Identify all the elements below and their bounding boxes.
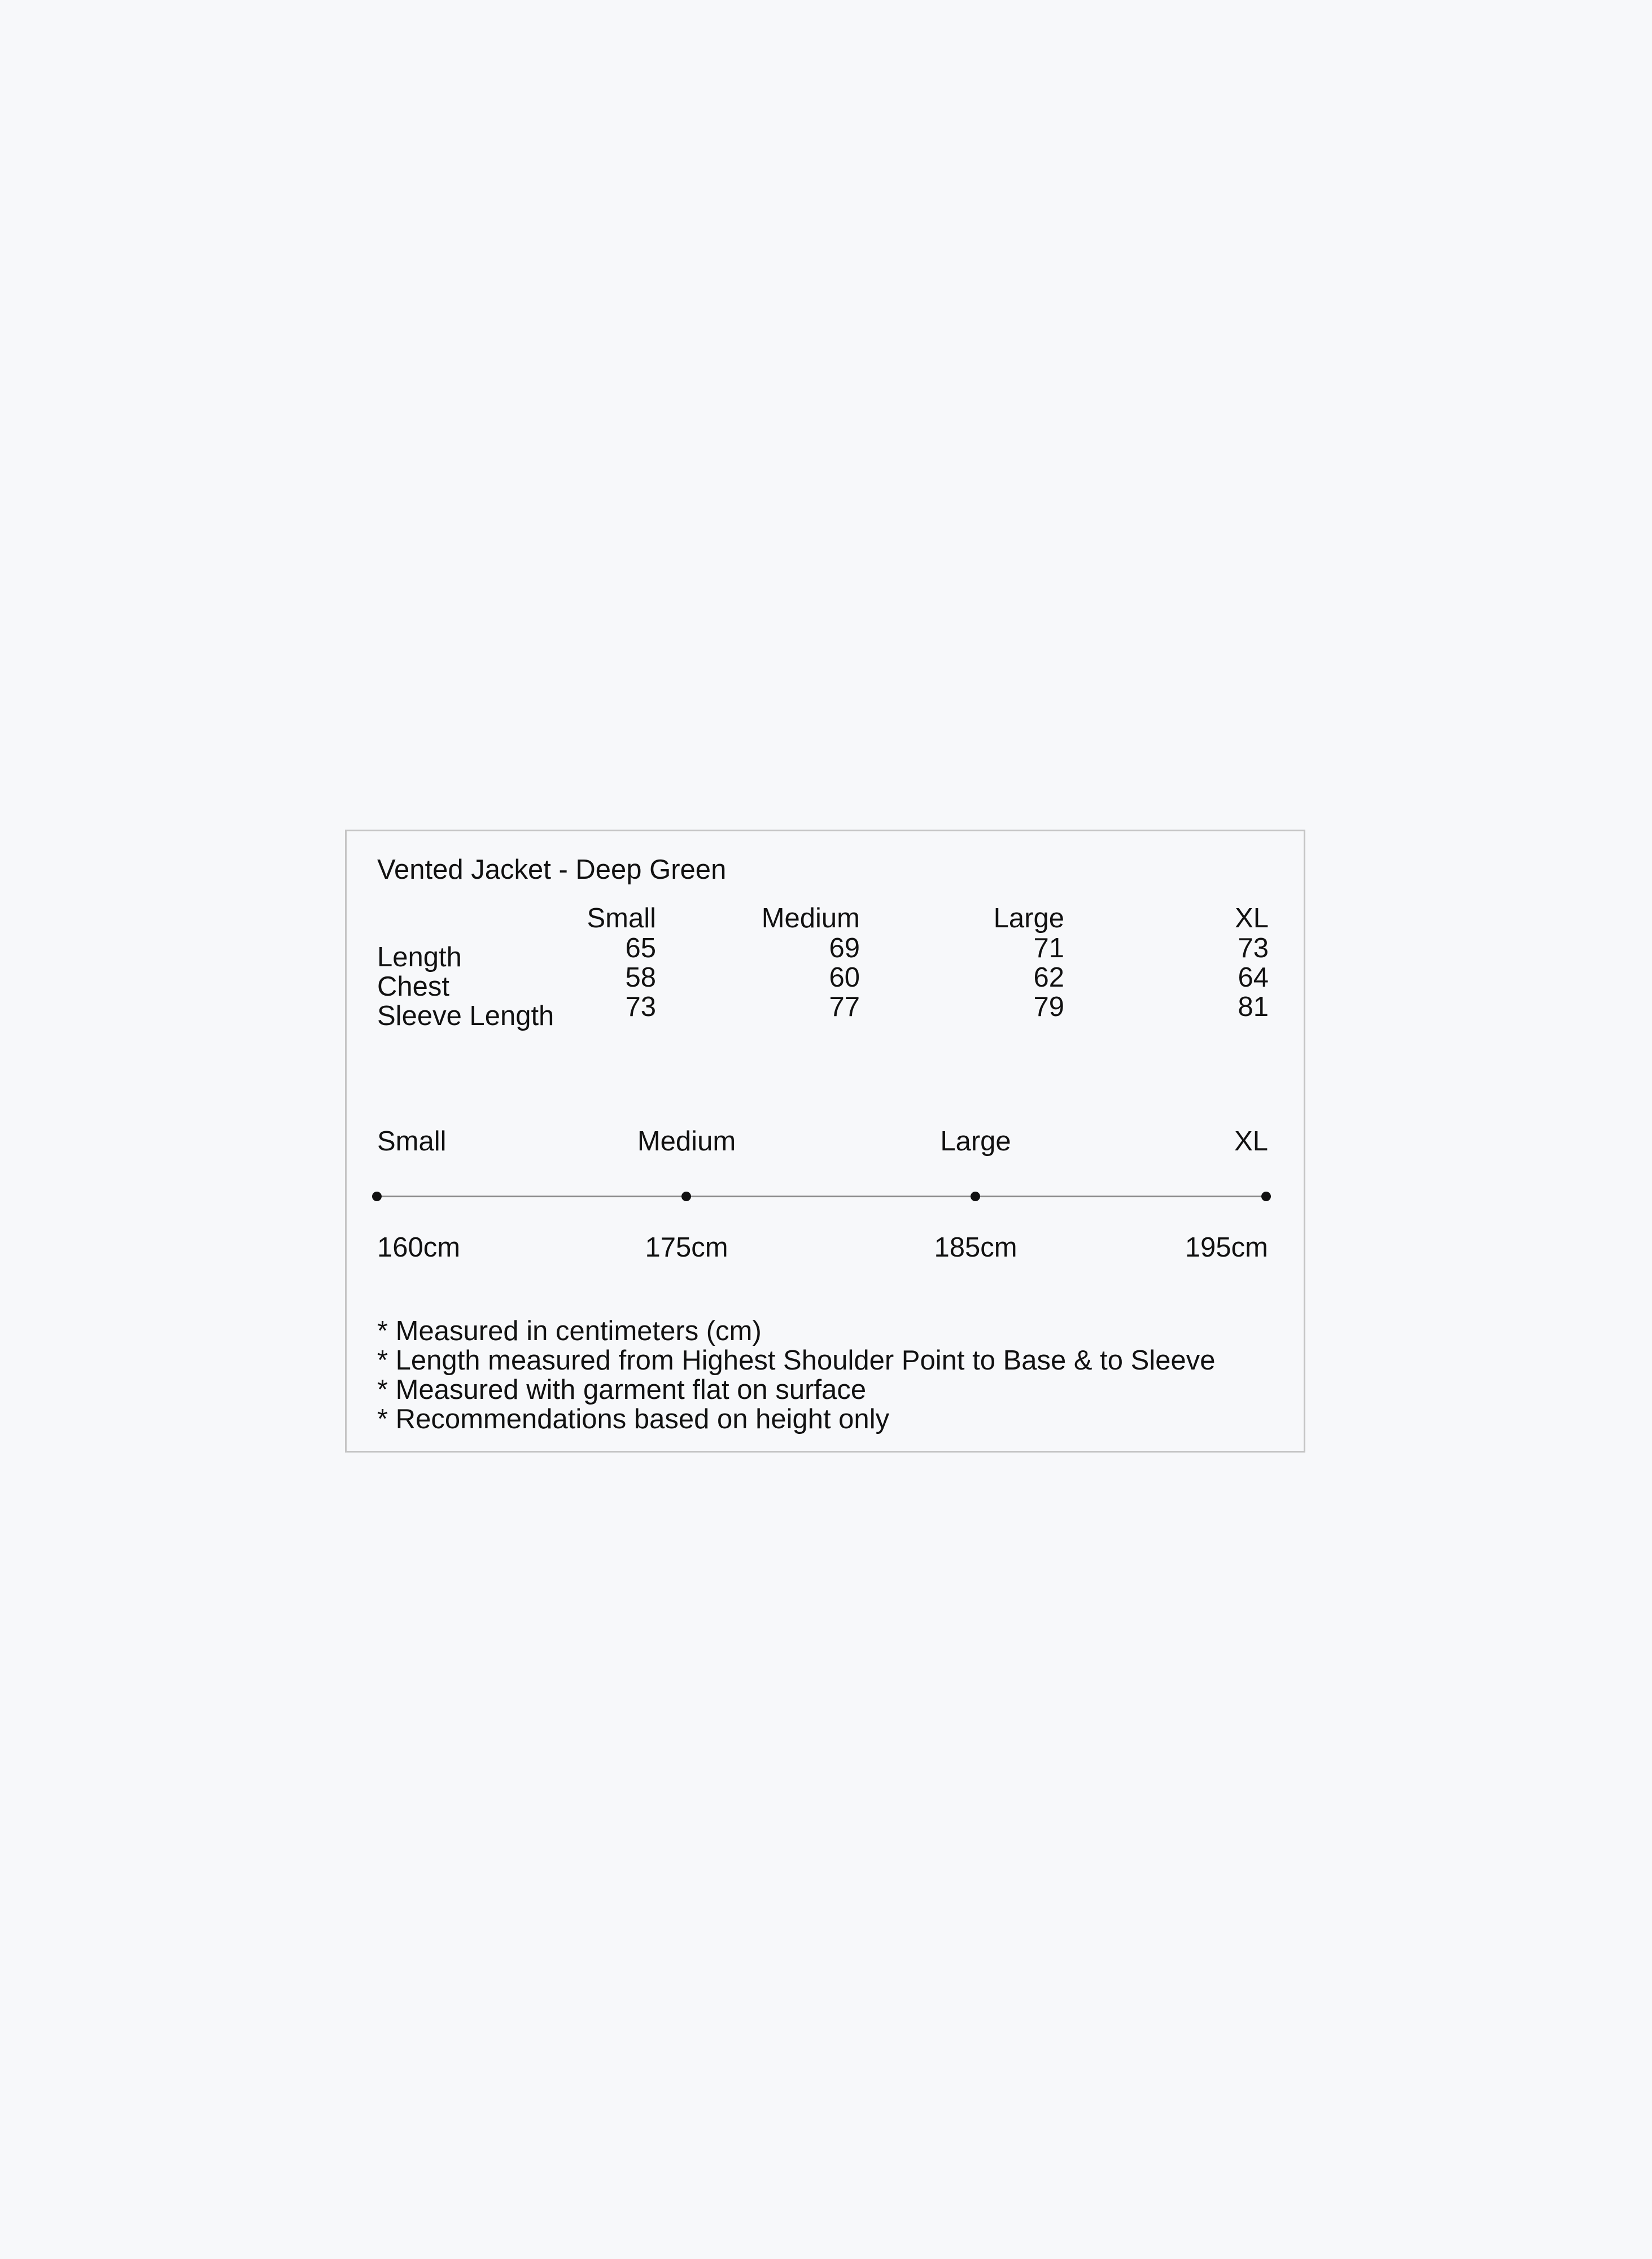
note-line: * Measured with garment flat on surface	[377, 1375, 867, 1405]
scale-dot	[1261, 1192, 1271, 1201]
scale-dot	[372, 1192, 382, 1201]
scale-dot	[681, 1192, 691, 1201]
scale-size-large: Large	[940, 1126, 1011, 1157]
product-title: Vented Jacket - Deep Green	[377, 854, 727, 885]
table-header-small: Small	[587, 903, 656, 934]
table-cell: 81	[1238, 992, 1269, 1022]
scale-size-xl: XL	[1234, 1126, 1268, 1157]
scale-height-195: 195cm	[1185, 1232, 1268, 1263]
scale-height-175: 175cm	[645, 1232, 728, 1263]
table-cell: 65	[625, 933, 656, 963]
scale-size-small: Small	[377, 1126, 447, 1157]
table-cell: 79	[1033, 992, 1064, 1022]
table-cell: 71	[1033, 933, 1064, 963]
table-header-medium: Medium	[761, 903, 860, 934]
row-label-sleeve-length: Sleeve Length	[377, 1001, 554, 1031]
table-header-xl: XL	[1235, 903, 1269, 934]
table-cell: 69	[829, 933, 860, 963]
height-scale-line	[377, 1196, 1266, 1197]
row-label-length: Length	[377, 942, 462, 972]
scale-height-185: 185cm	[934, 1232, 1017, 1263]
table-cell: 64	[1238, 962, 1269, 993]
table-cell: 73	[1238, 933, 1269, 963]
scale-dot	[971, 1192, 980, 1201]
table-cell: 60	[829, 962, 860, 993]
scale-size-medium: Medium	[637, 1126, 736, 1157]
table-cell: 62	[1033, 962, 1064, 993]
note-line: * Length measured from Highest Shoulder Point to Base & to Sleeve	[377, 1345, 1216, 1376]
note-line: * Recommendations based on height only	[377, 1404, 890, 1434]
scale-height-160: 160cm	[377, 1232, 461, 1263]
row-label-chest: Chest	[377, 971, 450, 1002]
table-cell: 73	[625, 992, 656, 1022]
table-header-large: Large	[993, 903, 1064, 934]
table-cell: 58	[625, 962, 656, 993]
table-cell: 77	[829, 992, 860, 1022]
note-line: * Measured in centimeters (cm)	[377, 1316, 762, 1346]
